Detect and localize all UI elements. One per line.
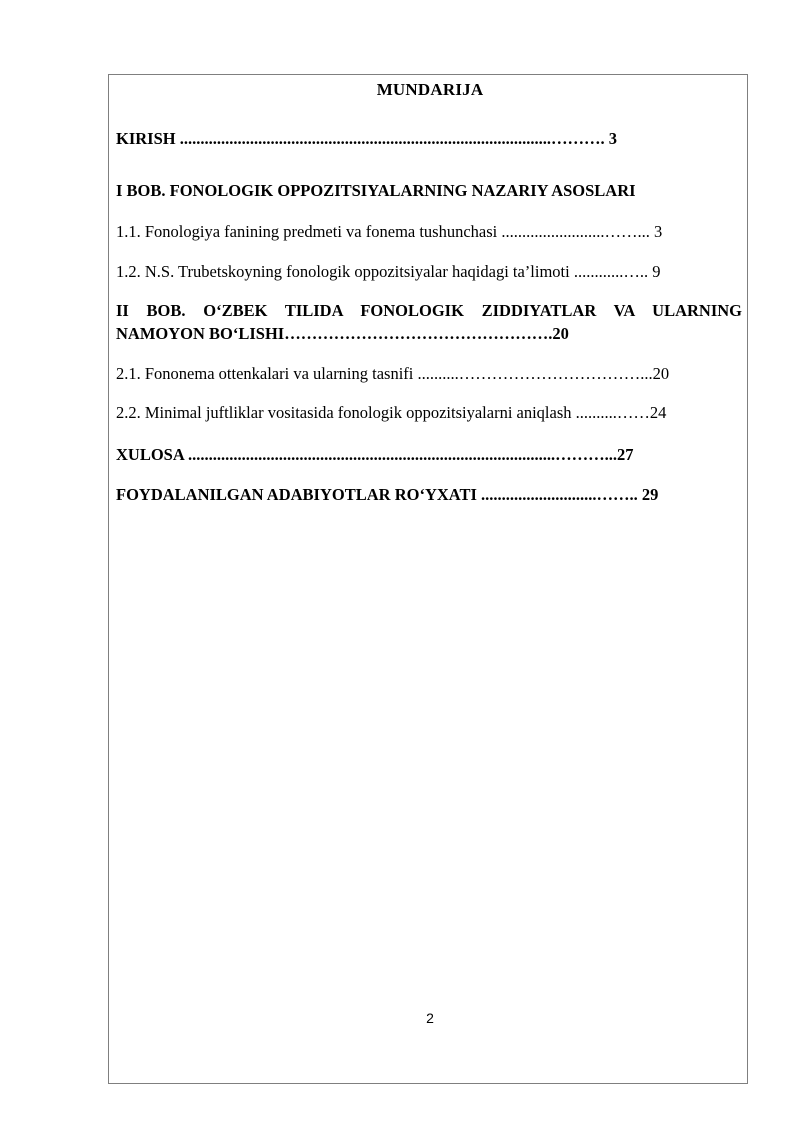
toc-entry-2-1: 2.1. Fononema ottenkalari va ularning tasnifi ..........……………………………...20 <box>116 364 670 383</box>
toc-entry-1-2: 1.2. N.S. Trubetskoyning fonologik oppozitsiyalar haqidagi ta’limoti ............….. 9 <box>116 262 661 281</box>
toc-chapter-2-line2: NAMOYON BO‘LISHI………………………………………….20 <box>116 324 569 343</box>
toc-entry-1-1: 1.1. Fonologiya fanining predmeti va fonema tushunchasi .........................……... 3 <box>116 222 663 241</box>
toc-title: MUNDARIJA <box>376 80 484 99</box>
page-number: 2 <box>426 1010 434 1026</box>
toc-chapter-2-line1: II BOB. O‘ZBEK TILIDA FONOLOGIK ZIDDIYATLAR VA ULARNING <box>116 301 742 320</box>
toc-entry-kirish: KIRISH ..........................................................................................………. 3 <box>116 129 617 148</box>
toc-entry-xulosa: XULOSA .........................................................................................………...27 <box>116 445 634 464</box>
toc-chapter-1: I BOB. FONOLOGIK OPPOZITSIYALARNING NAZARIY ASOSLARI <box>116 181 636 200</box>
toc-entry-adabiyotlar: FOYDALANILGAN ADABIYOTLAR RO‘YXATI ............................…….. 29 <box>116 485 659 504</box>
toc-entry-2-2: 2.2. Minimal juftliklar vositasida fonologik oppozitsiyalarni aniqlash ..........……24 <box>116 403 667 422</box>
